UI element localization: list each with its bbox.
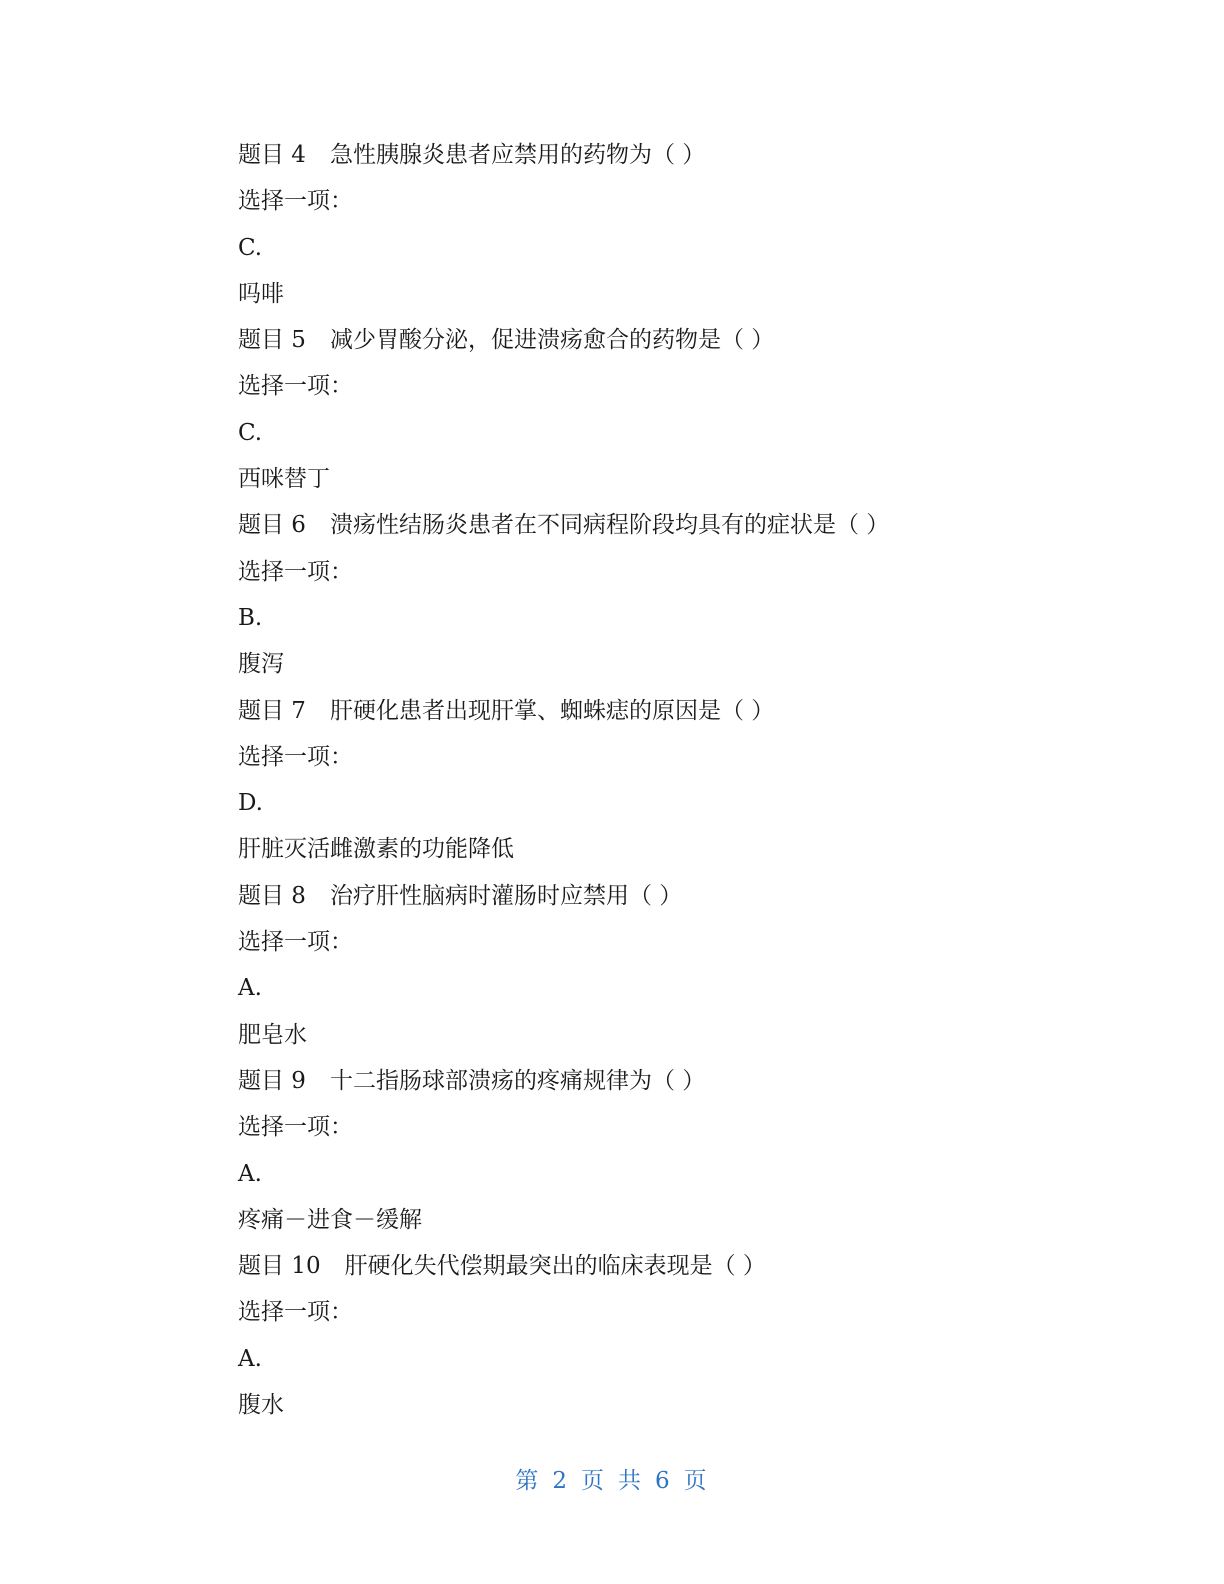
question-title <box>238 502 1058 548</box>
footer-suffix: 页 <box>683 1468 709 1494</box>
answer-text: 腹泻 <box>238 651 284 678</box>
question-list <box>238 132 1058 1428</box>
answer-text: 西咪替丁 <box>238 466 330 493</box>
select-prompt: 选择一项： <box>238 1299 353 1326</box>
answer-text: 肝脏灭活雌激素的功能降低 <box>238 836 514 863</box>
answer-option-letter: D. <box>238 790 263 817</box>
question-block <box>238 502 1058 687</box>
question-text: 急性胰腺炎患者应禁用的药物为（ ） <box>329 142 706 168</box>
footer-page-word: 页 <box>581 1468 606 1494</box>
question-number: 题目 7 <box>238 697 306 724</box>
page-footer <box>0 1462 1224 1495</box>
question-title <box>238 1058 1058 1104</box>
question-title <box>238 873 1058 919</box>
answer-option-letter: C. <box>238 234 263 261</box>
question-text: 肝硬化失代偿期最突出的临床表现是（ ） <box>344 1253 766 1280</box>
question-number: 题目 9 <box>238 1067 306 1094</box>
answer-text: 肥皂水 <box>238 1021 307 1048</box>
question-title <box>238 1243 1058 1289</box>
question-block <box>238 132 1058 317</box>
answer-text: 疼痛－进食－缓解 <box>238 1206 422 1233</box>
select-prompt: 选择一项： <box>238 743 353 770</box>
answer-option-letter: A. <box>238 1160 262 1187</box>
answer-option-letter: C. <box>238 419 263 446</box>
question-text: 肝硬化患者出现肝掌、蜘蛛痣的原因是（ ） <box>329 697 775 724</box>
footer-total-word: 共 <box>618 1468 643 1494</box>
select-prompt: 选择一项： <box>238 558 353 585</box>
question-number: 题目 5 <box>238 327 306 354</box>
answer-option-letter: A. <box>238 1345 262 1372</box>
question-number: 题目 10 <box>238 1253 321 1280</box>
current-page-number: 2 <box>552 1468 569 1494</box>
question-text: 十二指肠球部溃疡的疼痛规律为（ ） <box>329 1067 706 1094</box>
select-prompt: 选择一项： <box>238 1114 353 1141</box>
question-number: 题目 6 <box>238 512 306 539</box>
question-block <box>238 1243 1058 1428</box>
question-text: 减少胃酸分泌，促进溃疡愈合的药物是（ ） <box>329 327 775 354</box>
question-title <box>238 688 1058 734</box>
answer-text: 吗啡 <box>238 280 284 307</box>
question-block <box>238 317 1058 502</box>
question-title <box>238 132 1058 178</box>
question-text: 治疗肝性脑病时灌肠时应禁用（ ） <box>329 882 683 909</box>
select-prompt: 选择一项： <box>238 929 353 956</box>
question-block <box>238 873 1058 1058</box>
footer-prefix: 第 <box>515 1468 541 1494</box>
answer-text: 腹水 <box>238 1392 284 1419</box>
answer-option-letter: B. <box>238 604 263 631</box>
answer-option-letter: A. <box>238 975 262 1002</box>
question-block <box>238 1058 1058 1243</box>
question-number: 题目 8 <box>238 882 306 909</box>
select-prompt: 选择一项： <box>238 188 353 215</box>
question-text: 溃疡性结肠炎患者在不同病程阶段均具有的症状是（ ） <box>329 512 890 539</box>
question-block <box>238 688 1058 873</box>
total-page-number: 6 <box>655 1468 672 1494</box>
question-title <box>238 317 1058 363</box>
select-prompt: 选择一项： <box>238 373 353 400</box>
question-number: 题目 4 <box>238 142 306 168</box>
